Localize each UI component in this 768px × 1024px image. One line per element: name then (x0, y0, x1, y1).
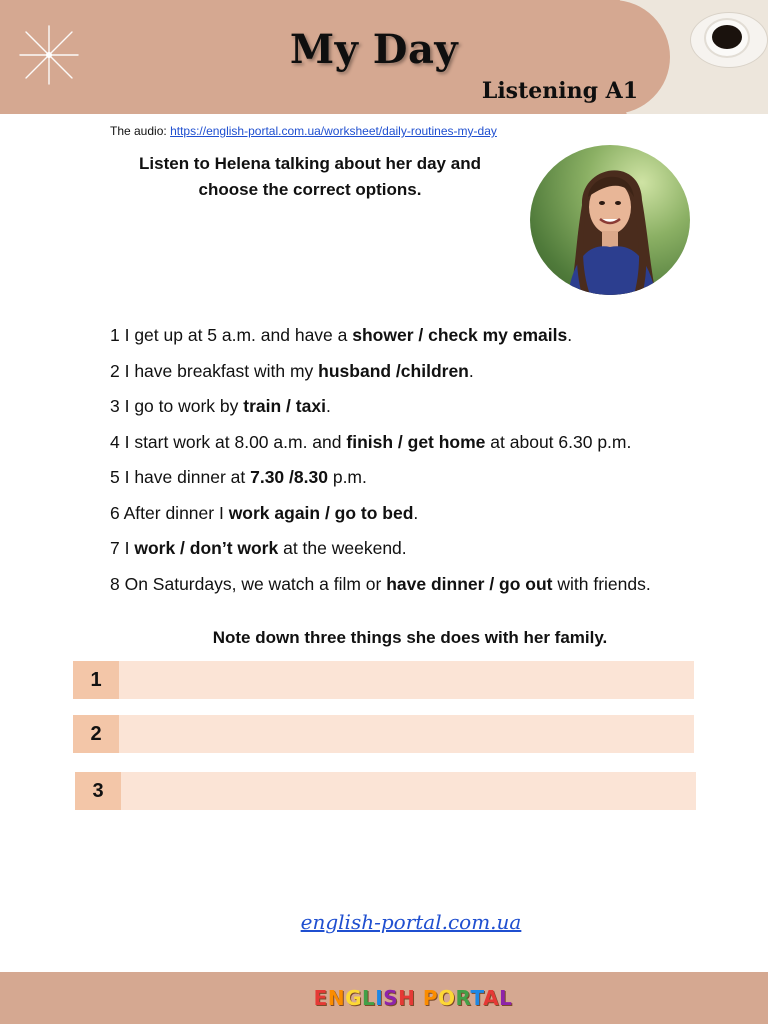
answer-options: husband /children (318, 360, 469, 381)
logo-letter: H (398, 986, 416, 1010)
logo-letter: G (345, 986, 362, 1010)
header-band (0, 0, 768, 114)
answer-number: 3 (75, 772, 121, 810)
logo-letter: A (483, 986, 500, 1010)
answer-field-3[interactable] (75, 772, 696, 810)
question-item: 4 I start work at 8.00 a.m. and finish / get home at about 6.30 p.m. (110, 431, 632, 452)
answer-number: 1 (73, 661, 119, 699)
instruction (110, 151, 510, 203)
answer-options: work again / go to bed (228, 502, 414, 523)
question-item: 7 I work / don’t work at the weekend. (110, 538, 407, 558)
answer-field-2[interactable] (73, 715, 694, 753)
page-title: My Day (289, 26, 459, 73)
logo-letter: I (375, 986, 384, 1010)
footer-band (0, 972, 768, 1024)
page-subtitle: Listening A1 (481, 78, 638, 104)
answer-field-1[interactable] (73, 661, 694, 699)
audio-label: The audio: (110, 124, 167, 138)
answer-options: work / don’t work (134, 538, 279, 558)
instruction-line: Listen to Helena talking about her day and (139, 154, 481, 173)
logo-letter: R (455, 986, 471, 1010)
logo-letter: N (327, 986, 346, 1010)
site-link[interactable]: english-portal.com.ua (300, 910, 522, 934)
logo-letter: L (499, 986, 513, 1010)
answer-number: 2 (73, 715, 119, 753)
question-item: 6 After dinner I work again / go to bed. (110, 502, 419, 523)
question-item: 5 I have dinner at 7.30 /8.30 p.m. (110, 467, 367, 487)
logo-letter: T (470, 986, 484, 1010)
answer-options: 7.30 /8.30 (250, 467, 328, 487)
logo-letter (415, 986, 422, 1010)
question-item: 3 I go to work by train / taxi. (110, 396, 331, 416)
note-heading: Note down three things she does with her family. (212, 628, 608, 647)
question-item: 8 On Saturdays, we watch a film or have dinner / go out with friends. (110, 573, 651, 594)
question-item: 2 I have breakfast with my husband /children. (110, 360, 474, 381)
question-list (110, 318, 730, 602)
answer-options: train / taxi (243, 396, 326, 416)
logo-letter: L (361, 986, 376, 1010)
instruction-line: choose the correct options. (198, 180, 422, 199)
answer-options: have dinner / go out (386, 573, 553, 594)
logo-letter: S (383, 986, 399, 1010)
helena-photo (530, 145, 690, 295)
audio-line (110, 124, 497, 138)
logo-letter: P (422, 986, 438, 1010)
english-portal-logo (0, 986, 768, 1010)
answer-options: finish / get home (346, 431, 486, 452)
logo-letter: O (437, 986, 456, 1010)
audio-link[interactable]: https://english-portal.com.ua/worksheet/daily-routines-my-day (170, 124, 497, 138)
question-item: 1 I get up at 5 a.m. and have a shower / check my emails. (110, 325, 573, 345)
logo-letter: E (313, 986, 328, 1010)
answer-options: shower / check my emails (352, 325, 568, 345)
